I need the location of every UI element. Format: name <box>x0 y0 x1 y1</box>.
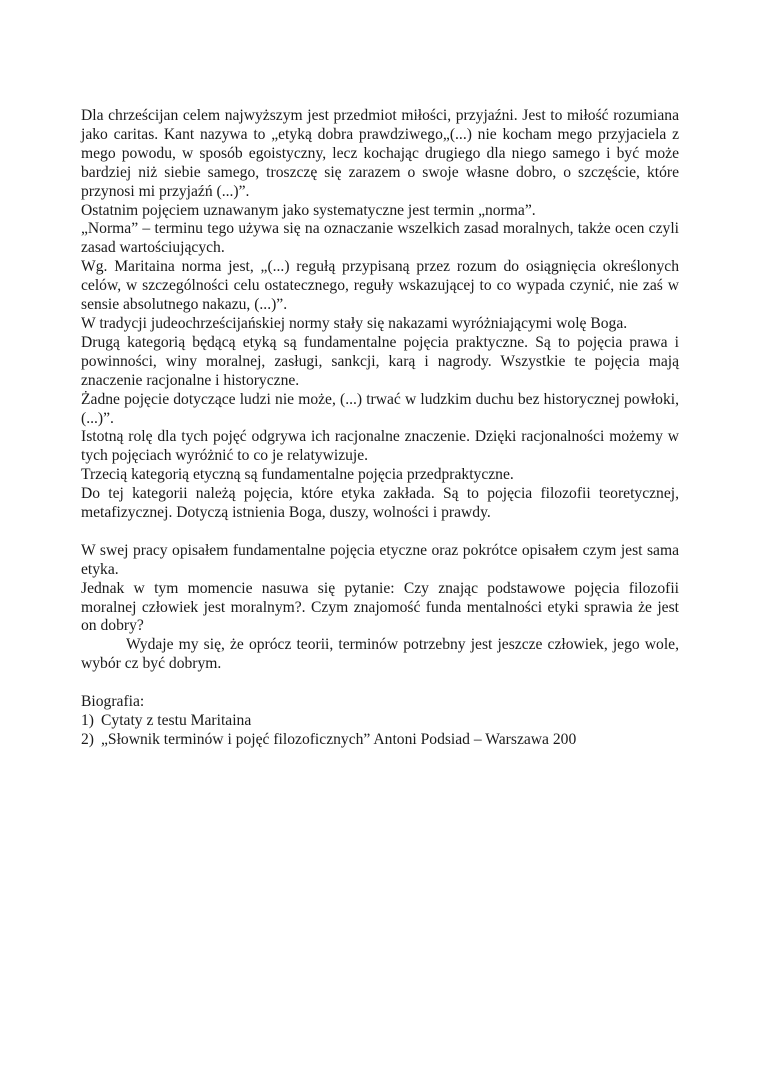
bibliography-title: Biografia: <box>81 693 145 711</box>
paragraph-second-category: Drugą kategorią będącą etyką są fundamentalne pojęcia praktyczne. Są to pojęcia prawa i powinności, winy moralnej, zasługi, sankcji, karą i nagrody. Wszystkie te pojęcia mają znaczenie racjonalne i historyczne. <box>81 333 679 389</box>
paragraph-third-category: Trzecią kategorią etyczną są fundamentalne pojęcia przedpraktyczne. <box>81 466 514 484</box>
bibliography-item-text: Cytaty z testu Maritaina <box>101 711 252 729</box>
paragraph-tradition: W tradycji judeochrześcijańskiej normy stały się nakazami wyróżniającymi wolę Boga. <box>81 314 628 332</box>
document-page <box>81 107 679 750</box>
paragraph-historical-shell: Żadne pojęcie dotyczące ludzi nie może, (...) trwać w ludzkim duchu bez historycznej powłoki, (...)”. <box>81 390 679 427</box>
paragraph-norma-intro: Ostatnim pojęciem uznawanym jako systematyczne jest termin „norma”. <box>81 201 536 219</box>
paragraph-rational-meaning: Istotną rolę dla tych pojęć odgrywa ich racjonalne znaczenie. Dzięki racjonalności możemy w tych pojęciach wyróżnić to co je relatywizuje. <box>81 428 679 465</box>
paragraph-gap <box>81 523 679 542</box>
paragraph-metaphysical: Do tej kategorii należą pojęcia, które etyka zakłada. Są to pojęcia filozofii teoretycznej, metafizycznej. Dotyczą istnienia Boga, duszy, wolności i prawdy. <box>81 485 679 522</box>
paragraph-norma-definition: „Norma” – terminu tego używa się na oznaczanie wszelkich zasad moralnych, także ocen czyli zasad wartościujących. <box>81 220 679 257</box>
paragraph-question: Jednak w tym momencie nasuwa się pytanie: Czy znając podstawowe pojęcia filozofii moralnej człowiek jest moralnym?. Czym znajomość funda mentalności etyki sprawia że jest on dobry? <box>81 579 679 635</box>
paragraph-closing: Wydaje my się, że oprócz teorii, terminów potrzebny jest jeszcze człowiek, jego wole, wybór cz być dobrym. <box>81 636 679 673</box>
bibliography-item-number: 2) <box>81 730 94 748</box>
paragraph-maritain-quote: Wg. Maritaina norma jest, „(...) regułą przypisaną przez rozum do osiągnięcia określonych celów, w szczególności celu ostatecznego, reguły wskazującej to co wypada czynić, nie zaś w sensie absolutnego nakazu, (...)”. <box>81 258 679 314</box>
bibliography-item <box>81 731 679 750</box>
bibliography-list <box>81 712 679 750</box>
bibliography-item <box>81 712 679 731</box>
paragraph-summary: W swej pracy opisałem fundamentalne pojęcia etyczne oraz pokrótce opisałem czym jest sama etyka. <box>81 541 679 578</box>
bibliography-item-text: „Słownik terminów i pojęć filozoficznych” Antoni Podsiad – Warszawa 200 <box>101 730 577 748</box>
paragraph-gap <box>81 674 679 693</box>
paragraph-caritas: Dla chrześcijan celem najwyższym jest przedmiot miłości, przyjaźni. Jest to miłość rozumiana jako caritas. Kant nazywa to „etyką dobra prawdziwego„(...) nie kocham mego przyjaciela z mego powodu, w sposób egoistyczny, lecz kochając drugiego dla niego samego i być może bardziej niż siebie samego, troszczę się zarazem o swoje własne dobro, o szczęście, które przynosi mi przyjaźń (...)”. <box>81 107 679 200</box>
bibliography-item-number: 1) <box>81 711 94 729</box>
